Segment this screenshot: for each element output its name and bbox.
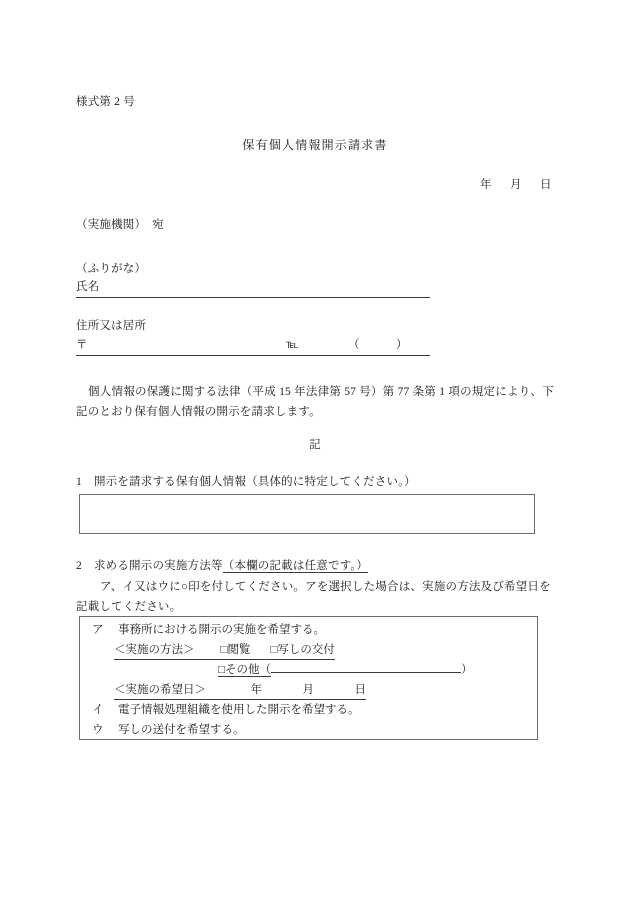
option-b-mark: イ bbox=[92, 704, 104, 716]
wish-date-row[interactable] bbox=[114, 682, 366, 700]
document-title: 保有個人情報開示請求書 bbox=[242, 138, 388, 152]
form-number: 様式第 2 号 bbox=[76, 96, 135, 108]
name-label: 氏名 bbox=[76, 281, 100, 293]
checkbox-other-row[interactable] bbox=[218, 662, 472, 679]
date-month-label: 月 bbox=[510, 179, 522, 191]
option-c-text: 写しの送付を希望する。 bbox=[118, 724, 245, 736]
ki-heading: 記 bbox=[309, 439, 321, 451]
item1-number: 1 bbox=[76, 476, 82, 488]
address-label: 住所又は居所 bbox=[76, 320, 147, 332]
legal-paragraph: 個人情報の保護に関する法律（平成 15 年法律第 57 号）第 77 条第 1 項の規定により、下記のとおり保有個人情報の開示を請求します。 bbox=[76, 386, 554, 419]
address-field[interactable] bbox=[76, 337, 430, 356]
tel-paren-open: （ bbox=[348, 339, 360, 351]
option-a-mark: ア bbox=[92, 624, 104, 636]
item2-instruction: ア、イ又はウに○印を付してください。アを選択した場合は、実施の方法及び希望日を記載してください。 bbox=[76, 581, 551, 613]
item1-label: 開示を請求する保有個人情報（具体的に特定してください。） bbox=[93, 476, 416, 488]
wish-month-label: 月 bbox=[302, 684, 314, 696]
item1-heading bbox=[76, 474, 416, 491]
disclosure-method-box bbox=[79, 616, 538, 740]
option-row-c[interactable] bbox=[92, 722, 245, 739]
checkbox-other[interactable]: □その他（ bbox=[218, 664, 271, 676]
date-line bbox=[0, 177, 630, 194]
wish-day-label: 日 bbox=[354, 684, 366, 696]
furigana-label: （ふりがな） bbox=[76, 263, 147, 275]
item2-heading bbox=[76, 558, 368, 575]
postal-mark-icon: 〒 bbox=[76, 339, 88, 351]
recipient-label: （実施機関） 宛 bbox=[76, 219, 164, 231]
checkbox-copy[interactable]: □写しの交付 bbox=[270, 644, 335, 656]
tel-paren-close: ） bbox=[396, 339, 408, 351]
option-c-mark: ウ bbox=[92, 724, 104, 736]
other-paren-close: ） bbox=[460, 664, 473, 676]
method-row[interactable] bbox=[114, 642, 335, 660]
option-row-b[interactable] bbox=[92, 702, 360, 719]
option-a-text: 事務所における開示の実施を希望する。 bbox=[118, 624, 325, 636]
wish-year-label: 年 bbox=[250, 684, 262, 696]
item2-label: 求める開示の実施方法等 bbox=[93, 560, 223, 572]
date-day-label: 日 bbox=[540, 179, 552, 191]
option-row-a[interactable] bbox=[92, 622, 325, 639]
item2-optional-note: （本欄の記載は任意です。） bbox=[222, 560, 369, 572]
other-method-input[interactable] bbox=[271, 672, 461, 673]
option-b-text: 電子情報処理組織を使用した開示を希望する。 bbox=[118, 704, 360, 716]
item1-answer-box[interactable] bbox=[79, 494, 535, 534]
item2-number: 2 bbox=[76, 560, 82, 572]
method-label: ＜実施の方法＞ bbox=[114, 644, 195, 656]
checkbox-view[interactable]: □閲覧 bbox=[220, 644, 251, 656]
name-field[interactable] bbox=[76, 279, 430, 298]
telephone-mark-icon: ℡ bbox=[286, 339, 299, 351]
wish-date-label: ＜実施の希望日＞ bbox=[114, 684, 206, 696]
date-year-label: 年 bbox=[480, 179, 492, 191]
